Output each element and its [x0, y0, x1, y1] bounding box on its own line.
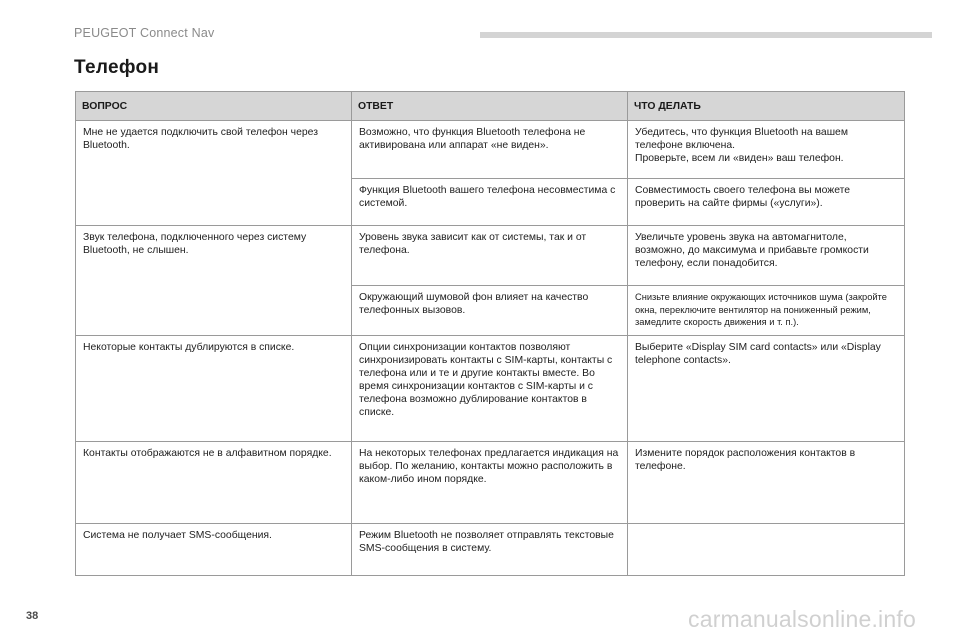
action-text: Проверьте, всем ли «виден» ваш телефон. — [635, 153, 844, 164]
table-header-row — [76, 92, 905, 121]
action-cell — [628, 121, 905, 179]
column-header-action: ЧТО ДЕЛАТЬ — [628, 92, 905, 121]
column-header-answer: ОТВЕТ — [352, 92, 628, 121]
table-row — [76, 442, 905, 524]
answer-cell: Функция Bluetooth вашего телефона несовместима с системой. — [352, 179, 628, 226]
action-text: Совместимость своего телефона вы можете проверить на сайте фирмы («услуги»). — [635, 185, 851, 209]
header-divider-bar — [480, 32, 932, 38]
action-text: Снизьте влияние окружающих источников шума (закройте окна, переключите вентилятор на пониженный режим, замедлите скорость движения и т. п.). — [635, 292, 887, 327]
question-cell: Контакты отображаются не в алфавитном порядке. — [76, 442, 352, 524]
action-cell — [628, 442, 905, 524]
action-text: Увеличьте уровень звука на автомагнитоле, возможно, до максимума и прибавьте громкости телефону, если понадобится. — [635, 232, 869, 269]
faq-table — [75, 91, 905, 576]
table-row — [76, 336, 905, 442]
table-row — [76, 226, 905, 286]
page-number: 38 — [26, 610, 39, 622]
question-cell: Система не получает SMS-сообщения. — [76, 524, 352, 576]
table-row — [76, 121, 905, 179]
answer-cell: Возможно, что функция Bluetooth телефона не активирована или аппарат «не виден». — [352, 121, 628, 179]
action-text: Измените порядок расположения контактов в телефоне. — [635, 448, 856, 472]
answer-cell: На некоторых телефонах предлагается индикация на выбор. По желанию, контакты можно расположить в каком-либо ином порядке. — [352, 442, 628, 524]
answer-cell: Окружающий шумовой фон влияет на качество телефонных вызовов. — [352, 286, 628, 336]
answer-cell: Опции синхронизации контактов позволяют синхронизировать контакты с SIM-карты, контакты с телефона или и те и другие контакты вместе. Во время синхронизации контактов с SIM-карты и с телефона возможно дублирование контактов в списке. — [352, 336, 628, 442]
action-text: Выберите «Display SIM card contacts» или «Display telephone contacts». — [635, 342, 881, 366]
column-header-question: ВОПРОС — [76, 92, 352, 121]
action-cell — [628, 226, 905, 286]
question-cell: Некоторые контакты дублируются в списке. — [76, 336, 352, 442]
action-cell — [628, 286, 905, 336]
site-watermark: carmanualsonline.info — [688, 606, 916, 632]
action-cell — [628, 336, 905, 442]
action-cell — [628, 179, 905, 226]
page-title: Телефон — [74, 57, 160, 78]
question-cell: Звук телефона, подключенного через систему Bluetooth, не слышен. — [76, 226, 352, 336]
brand-header: PEUGEOT Connect Nav — [74, 26, 215, 40]
question-cell: Мне не удается подключить свой телефон через Bluetooth. — [76, 121, 352, 226]
table-row — [76, 524, 905, 576]
answer-cell: Режим Bluetooth не позволяет отправлять текстовые SMS-сообщения в систему. — [352, 524, 628, 576]
action-text: Убедитесь, что функция Bluetooth на вашем телефоне включена. — [635, 127, 848, 151]
answer-cell: Уровень звука зависит как от системы, так и от телефона. — [352, 226, 628, 286]
action-cell — [628, 524, 905, 576]
